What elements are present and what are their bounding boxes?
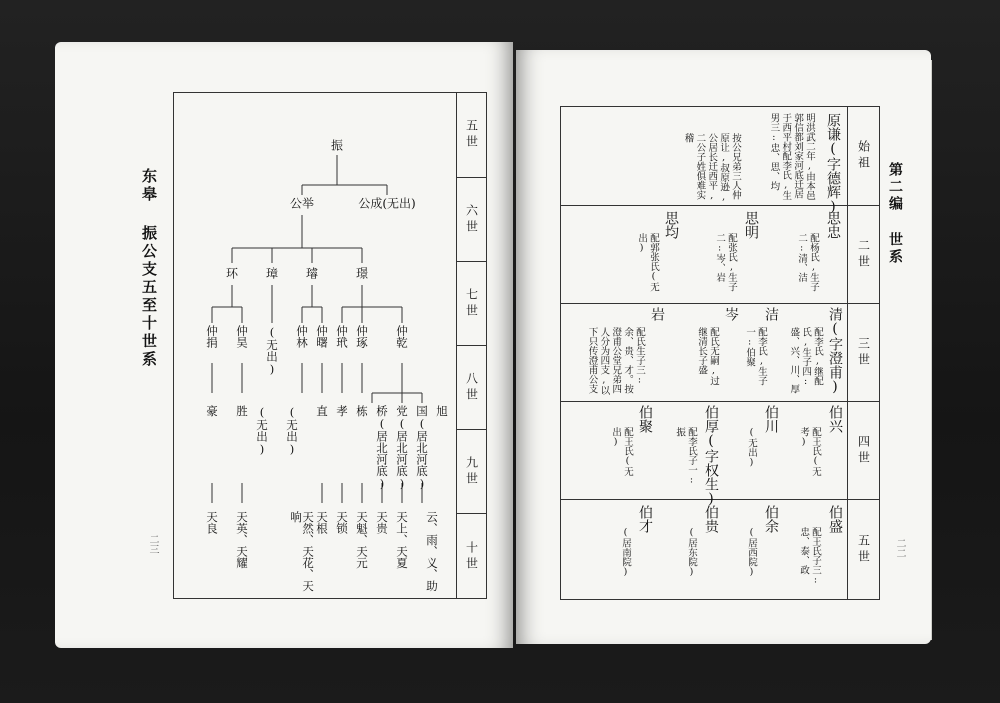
gen4-note-1: 配王氏(无考) — [798, 427, 821, 476]
tree-g8-2: 仲昊 — [235, 325, 250, 348]
gen4-name-3: 伯厚(字权生) — [703, 405, 719, 507]
gen2-note-1: 配杨氏,生子二:清、洁 — [796, 233, 819, 292]
left-page — [55, 42, 513, 648]
tree-g10-3: 天然、天花、天响 — [289, 511, 316, 592]
left-page-number: 二三 — [147, 534, 158, 554]
gen3-name-2: 洁 — [763, 307, 779, 321]
tree-g9-6: 孝 — [335, 405, 350, 417]
left-genealogy-frame — [173, 92, 487, 599]
gen3-note-3: 配氏无嗣,过继清长子盛 — [696, 327, 719, 386]
tree-g7-4: 璟 — [355, 266, 369, 281]
gen-cell-8: 八世 — [457, 345, 487, 430]
gen-cell-5: 五世 — [464, 119, 479, 151]
gen-cell-4: 四世 — [848, 401, 880, 500]
gen5-name-2: 伯余 — [763, 505, 779, 533]
right-page-number: 二二 — [894, 538, 905, 558]
tree-g7-2: 璋 — [265, 266, 279, 281]
gen5-note-2: (居西院) — [746, 527, 757, 578]
gen2-name-1: 思忠 — [825, 211, 841, 239]
tree-g8-7: 仲琢 — [355, 325, 370, 348]
tree-g10-7: 天贵 — [375, 511, 390, 534]
tree-g10-9: 云、雨、义、助 — [425, 511, 440, 592]
gen5-name-1: 伯盛 — [827, 505, 843, 533]
tree-root: 振 — [330, 138, 344, 153]
tree-g8-4: 仲林 — [295, 325, 310, 348]
tree-g9-2: 胜 — [235, 405, 250, 417]
founder-note-2: 按公兄弟三人仲原让,叔原逊,公居长迁西平,二公子姓俱难实稽 — [682, 133, 741, 203]
gen3-name-4: 岩 — [649, 307, 665, 321]
tree-g10-2: 天英、天耀 — [235, 511, 250, 569]
right-generation-column — [847, 107, 880, 599]
tree-g9-11: 旭 — [435, 405, 450, 417]
tree-g8-1: 仲捐 — [205, 325, 220, 348]
gen4-name-1: 伯兴 — [827, 405, 843, 433]
gen2-note-3: 配郭张氏(无出) — [636, 233, 659, 292]
tree-g10-4: 天根 — [315, 511, 330, 534]
gen-cell-6: 六世 — [457, 177, 487, 262]
tree-g10-8: 天上、天夏 — [395, 511, 410, 569]
gen4-note-4: 配王氏(无出) — [610, 427, 633, 476]
tree-g7-3: 璿 — [305, 266, 319, 281]
gen4-name-2: 伯川 — [763, 405, 779, 433]
row-divider-2 — [561, 303, 847, 304]
gen-cell-7: 七世 — [457, 261, 487, 346]
tree-g8-6: 仲玳 — [335, 325, 350, 348]
gen-cell-10: 十世 — [457, 513, 487, 599]
tree-g10-6: 天魁、天元 — [355, 511, 370, 569]
left-generation-column — [456, 93, 487, 598]
right-genealogy-frame — [560, 106, 880, 600]
gen2-name-2: 思明 — [743, 211, 759, 239]
tree-g6-1: 公举 — [289, 196, 315, 211]
gen4-name-4: 伯聚 — [637, 405, 653, 433]
gen5-note-1: 配王氏子三:忠、泰、政 — [798, 527, 821, 586]
tree-g10-1: 天良 — [205, 511, 220, 534]
gen5-note-4: (居南院) — [620, 527, 631, 578]
tree-g8-5: 仲曙 — [315, 325, 330, 348]
gen-cell-2: 二世 — [848, 205, 880, 304]
row-divider-1 — [561, 205, 847, 206]
gen5-name-3: 伯贵 — [703, 505, 719, 533]
gen2-name-3: 思均 — [663, 211, 679, 239]
tree-g8-8: 仲乾 — [395, 325, 410, 348]
gen5-name-4: 伯才 — [637, 505, 653, 533]
tree-g9-8: 桥(居北河底) — [375, 405, 390, 491]
gen-cell-3: 三世 — [848, 303, 880, 402]
right-page — [516, 50, 931, 644]
gen3-note-4: 配氏生子三:余、贵、才。按澄甫公堂兄弟四人分为四支,以下只传澄甫公支 — [586, 327, 645, 395]
tree-g7-1: 环 — [225, 266, 239, 281]
gen5-note-3: (居东院) — [686, 527, 697, 578]
gen3-note-1: 配李氏,继配氏,生子四:盛、兴、川、厚 — [788, 327, 823, 394]
tree-g9-9: 党(居北河底) — [395, 405, 410, 491]
founder-name: 原谦(字德辉) — [825, 113, 841, 215]
tree-g9-10: 国(居北河底) — [415, 405, 430, 491]
gen-cell-founder: 始祖 — [856, 140, 871, 172]
gen3-name-1: 清(字澄甫) — [827, 307, 843, 395]
tree-g8-3: (无出) — [265, 325, 280, 376]
left-running-title: 东皋 振公支五至十世系 — [140, 168, 158, 369]
right-running-title: 第二编 世系 — [887, 162, 903, 266]
gen4-note-3: 配李氏子一:振 — [674, 427, 697, 486]
gen3-name-3: 岑 — [723, 307, 739, 321]
tree-g9-4: (无出) — [285, 405, 300, 456]
tree-g9-7: 栋 — [355, 405, 370, 417]
gen-cell-5r: 五世 — [848, 499, 880, 600]
founder-note-1: 明洪武二年,由本邑郭信都刘家河底迁居于西平村配李氏,生男三:忠、思、均 — [768, 113, 815, 200]
tree-g10-5: 天锁 — [335, 511, 350, 534]
gen4-note-2: (无出) — [746, 427, 757, 468]
tree-g6-2: 公成(无出) — [358, 196, 416, 211]
gen3-note-2: 配李氏,生子一:伯聚 — [744, 327, 767, 386]
tree-g9-5: 直 — [315, 405, 330, 417]
row-divider-3 — [561, 401, 847, 402]
gen-cell-9: 九世 — [457, 429, 487, 514]
tree-g9-3: (无出) — [255, 405, 270, 456]
gen2-note-2: 配张氏,生子二:岑、岩 — [714, 233, 737, 292]
tree-g9-1: 豪 — [205, 405, 220, 417]
